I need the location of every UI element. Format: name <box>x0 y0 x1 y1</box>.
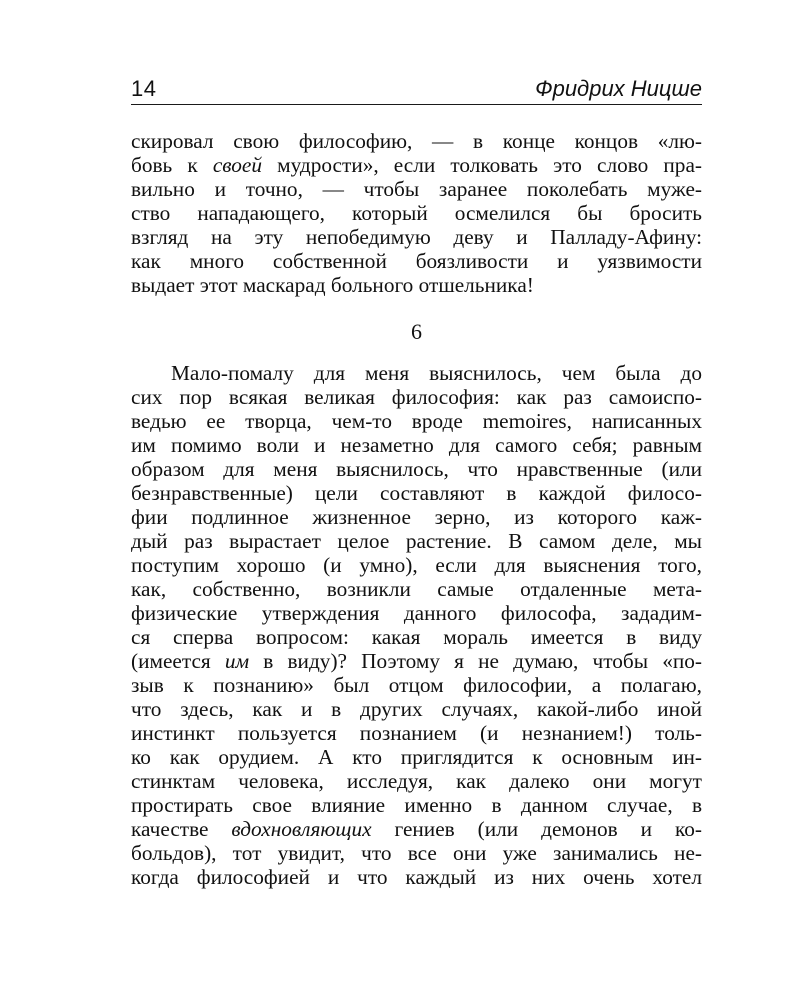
text-line: простирать свое влияние именно в данном случае, в <box>131 793 702 817</box>
text-line: взгляд на эту непобедимую деву и Палладу-Афину: <box>131 225 702 249</box>
text-line: зыв к познанию» был отцом философии, а полагаю, <box>131 673 702 697</box>
running-header <box>131 74 702 105</box>
text-line: инстинкт пользуется познанием (и незнанием!) толь- <box>131 721 702 745</box>
text-line: поступим хорошо (и умно), если для выяснения того, <box>131 553 702 577</box>
text-line: безнравственные) цели составляют в каждой филосо- <box>131 481 702 505</box>
text-line: что здесь, как и в других случаях, какой-либо иной <box>131 697 702 721</box>
text-line: как много собственной боязливости и уязвимости <box>131 249 702 273</box>
text-line: ко как орудием. А кто приглядится к основным ин- <box>131 745 702 769</box>
text-line: как, собственно, возникли самые отдаленные мета- <box>131 577 702 601</box>
text-line: стинктам человека, исследуя, как далеко они могут <box>131 769 702 793</box>
section-number: 6 <box>411 319 422 344</box>
paragraph-section-6 <box>131 361 702 889</box>
text-line: образом для меня выяснилось, что нравственные (или <box>131 457 702 481</box>
text-line: ведью ее творца, чем-то вроде memoires, написанных <box>131 409 702 433</box>
text-line: выдает этот маскарад больного отшельника! <box>131 273 534 297</box>
book-page <box>131 74 702 889</box>
text-line: физические утверждения данного философа, зададим- <box>131 601 702 625</box>
text-line: вильно и точно, — чтобы заранее поколебать муже- <box>131 177 702 201</box>
text-line: им помимо воли и незаметно для самого себя; равным <box>131 433 702 457</box>
running-header-author: Фридрих Ницше <box>535 76 702 101</box>
text-line: бовь к своей мудрости», если толковать это слово пра- <box>131 153 702 177</box>
text-line: дый раз вырастает целое растение. В самом деле, мы <box>131 529 702 553</box>
text-line: сих пор всякая великая философия: как раз самоиспо- <box>131 385 702 409</box>
text-line: (имеется им в виду)? Поэтому я не думаю, чтобы «по- <box>131 649 702 673</box>
text-line: Мало-помалу для меня выяснилось, чем была до <box>171 361 702 385</box>
text-line: ство нападающего, который осмелился бы бросить <box>131 201 702 225</box>
page-number: 14 <box>131 76 157 101</box>
text-line: качестве вдохновляющих гениев (или демонов и ко- <box>131 817 702 841</box>
text-line: когда философией и что каждый из них очень хотел <box>131 865 702 889</box>
text-line: фии подлинное жизненное зерно, из которого каж- <box>131 505 702 529</box>
text-line: больдов), тот увидит, что все они уже занимались не- <box>131 841 702 865</box>
text-line: скировал свою философию, — в конце концов «лю- <box>131 129 702 153</box>
text-line: ся сперва вопросом: какая мораль имеется в виду <box>131 625 702 649</box>
paragraph-continuation <box>131 129 702 297</box>
italic-emphasis: своей <box>212 153 262 177</box>
italic-emphasis: им <box>224 649 250 673</box>
italic-emphasis: вдохновляющих <box>231 817 372 841</box>
